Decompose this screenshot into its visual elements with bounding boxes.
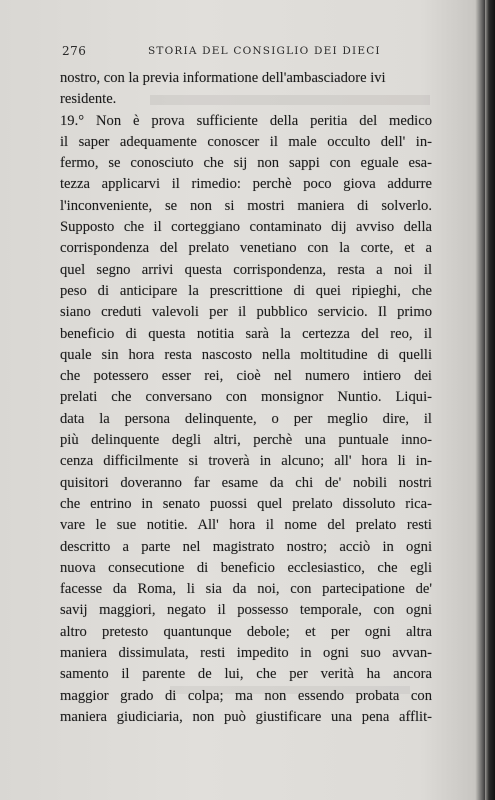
text-line: corrispondenza del prelato venetiano con la corte, et a <box>60 240 432 257</box>
text-line: il saper adequamente conoscer il male occulto dell' in- <box>60 133 432 150</box>
text-line: residente. <box>60 91 117 108</box>
book-spine-shadow <box>485 0 495 800</box>
text-line: data la persona delinquente, o per meglio dire, il <box>60 410 432 427</box>
text-line: che entrino in senato puossi quel prelato dissoluto rica- <box>60 495 432 512</box>
text-line: maniera giudiciaria, non può giustificare una pena afflit- <box>60 708 432 725</box>
text-line: 19.° Non è prova sufficiente della peritia del medico <box>60 112 432 129</box>
text-line: savij maggiori, negato il possesso temporale, con ogni <box>60 602 432 619</box>
text-line: descritto a parte nel magistrato nostro; acciò in ogni <box>60 538 432 555</box>
text-line: fermo, se conosciuto che sij non sappi con eguale esa- <box>60 155 432 172</box>
text-line: che potessero esser rei, cioè nel numero intiero dei <box>60 368 432 385</box>
text-line: più delinquente degli altri, perchè una puntuale inno- <box>60 432 432 449</box>
text-line: siano creduti valevoli per il pubblico servicio. Il primo <box>60 304 432 321</box>
text-line: maniera dissimulata, resti impedito in ogni suo avvan- <box>60 645 432 662</box>
text-line: Supposto che il corteggiano contaminato dij avviso della <box>60 219 432 236</box>
body-text <box>60 68 432 728</box>
text-line: facesse da Roma, li sia da noi, con partecipatione de' <box>60 581 432 598</box>
page-number: 276 <box>62 44 87 58</box>
text-line: nuova consecutione di beneficio ecclesiastico, che egli <box>60 559 432 576</box>
text-line: maggior grado di colpa; ma non essendo probata con <box>60 687 432 704</box>
running-title: STORIA DEL CONSIGLIO DEI DIECI <box>148 45 381 57</box>
text-line: l'inconveniente, se non si mostri maniera di solverlo. <box>60 197 432 214</box>
page-header <box>62 44 432 62</box>
text-line: altro pretesto quantunque debole; et per ogni altra <box>60 623 432 640</box>
text-line: beneficio di questa notitia sarà la certezza del reo, il <box>60 325 432 342</box>
text-line: nostro, con la previa informatione dell'ambasciadore ivi <box>60 70 386 86</box>
text-line: samento il parente de lui, che per verità ha ancora <box>60 666 432 683</box>
text-line: peso di anticipare la prescrittione di quei ripieghi, che <box>60 282 432 299</box>
text-line: tezza applicarvi il rimedio: perchè poco giova addurre <box>60 176 432 193</box>
text-line: vare le sue notitie. All' hora il nome del prelato resti <box>60 517 432 534</box>
text-line: quale sin hora resta nascosto nella moltitudine di quelli <box>60 346 432 363</box>
text-line: prelati che conversano con monsignor Nuntio. Liqui- <box>60 389 432 406</box>
text-line: cenza difficilmente si troverà in alcuno; all' hora li in- <box>60 453 432 470</box>
text-line: quisitori doveranno far esame da chi de' nobili nostri <box>60 474 432 491</box>
text-line: quel segno arrivi questa corrispondenza, resta a noi il <box>60 261 432 278</box>
